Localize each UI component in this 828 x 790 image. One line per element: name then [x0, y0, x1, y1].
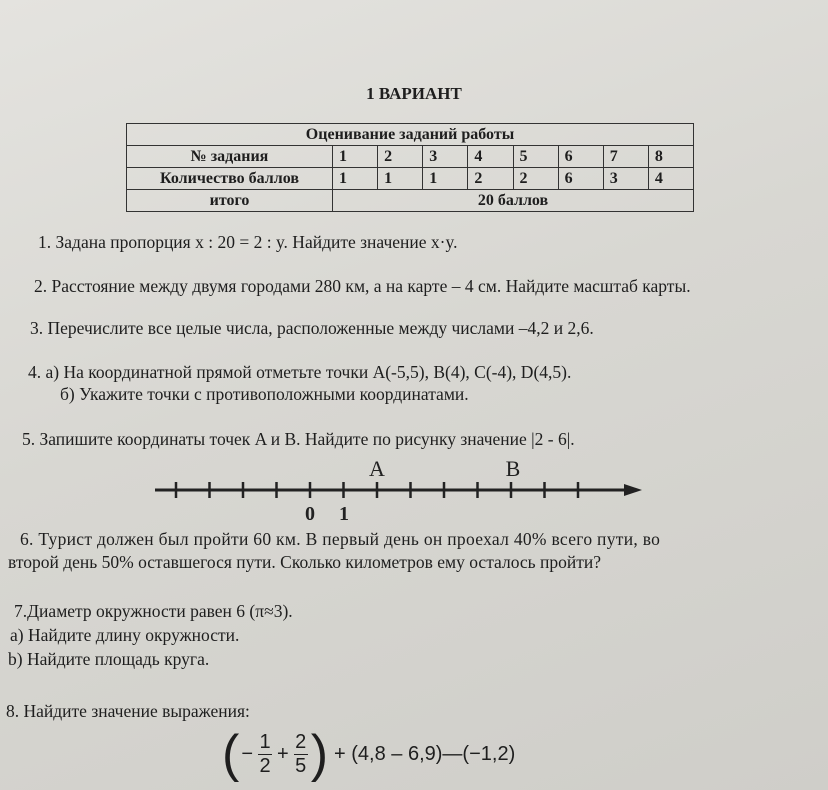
- zero-label: 0: [305, 503, 315, 525]
- row-label: Количество баллов: [127, 168, 333, 190]
- question-1: 1. Задана пропорция x : 20 = 2 : y. Найдите значение x·y.: [38, 232, 458, 252]
- question-2: 2. Расстояние между двумя городами 280 км, а на карте – 4 см. Найдите масштаб карты.: [34, 276, 691, 296]
- variant-title: 1 ВАРИАНТ: [366, 84, 462, 103]
- task-points: 3: [603, 168, 648, 190]
- task-points: 4: [648, 168, 693, 190]
- question-6-line2: второй день 50% оставшегося пути. Сколько километров ему осталось пройти?: [8, 552, 602, 572]
- question-8: 8. Найдите значение выражения:: [6, 701, 250, 721]
- question-3: 3. Перечислите все целые числа, расположенные между числами –4,2 и 2,6.: [30, 318, 594, 338]
- question-7a: а) Найдите длину окружности.: [10, 625, 240, 645]
- task-number: 2: [378, 146, 423, 168]
- total-label: итого: [127, 190, 333, 212]
- question-5: 5. Запишите координаты точек A и B. Найдите по рисунку значение |2 - 6|.: [22, 429, 575, 449]
- question-4a: 4. а) На координатной прямой отметьте точки A(-5,5), B(4), C(-4), D(4,5).: [28, 362, 572, 382]
- arrow-icon: [624, 484, 642, 496]
- task-points: 2: [513, 168, 558, 190]
- task-number: 6: [558, 146, 603, 168]
- fraction-2: 2 5: [295, 730, 307, 777]
- table-caption: Оценивание заданий работы: [127, 124, 694, 146]
- task-number: 7: [603, 146, 648, 168]
- task-number: 4: [468, 146, 513, 168]
- question-7: 7.Диаметр окружности равен 6 (π≈3).: [14, 601, 293, 621]
- task-points: 1: [423, 168, 468, 190]
- fraction-1: 1 2: [259, 730, 271, 777]
- task-number: 3: [423, 146, 468, 168]
- question-6-line1: 6. Турист должен был пройти 60 км. В первый день он проехал 40% всего пути, во: [20, 529, 661, 549]
- point-b-label: B: [505, 456, 521, 481]
- question-7b: b) Найдите площадь круга.: [8, 649, 210, 669]
- task-points: 1: [333, 168, 378, 190]
- question-4b: б) Укажите точки с противоположными координатами.: [60, 384, 469, 404]
- task-number: 5: [513, 146, 558, 168]
- row-label: № задания: [127, 146, 333, 168]
- task-number: 1: [333, 146, 378, 168]
- task-points: 6: [558, 168, 603, 190]
- expression: ( − 1 2 + 2 5 ) + (4,8 – 6,9)—(−1,2): [222, 725, 516, 783]
- expression-rest: + (4,8 – 6,9)—(−1,2): [334, 742, 516, 765]
- task-points: 1: [378, 168, 423, 190]
- one-label: 1: [339, 503, 349, 525]
- task-points: 2: [468, 168, 513, 190]
- task-number: 8: [648, 146, 693, 168]
- point-a-label: A: [369, 456, 385, 481]
- total-value: 20 баллов: [333, 190, 694, 212]
